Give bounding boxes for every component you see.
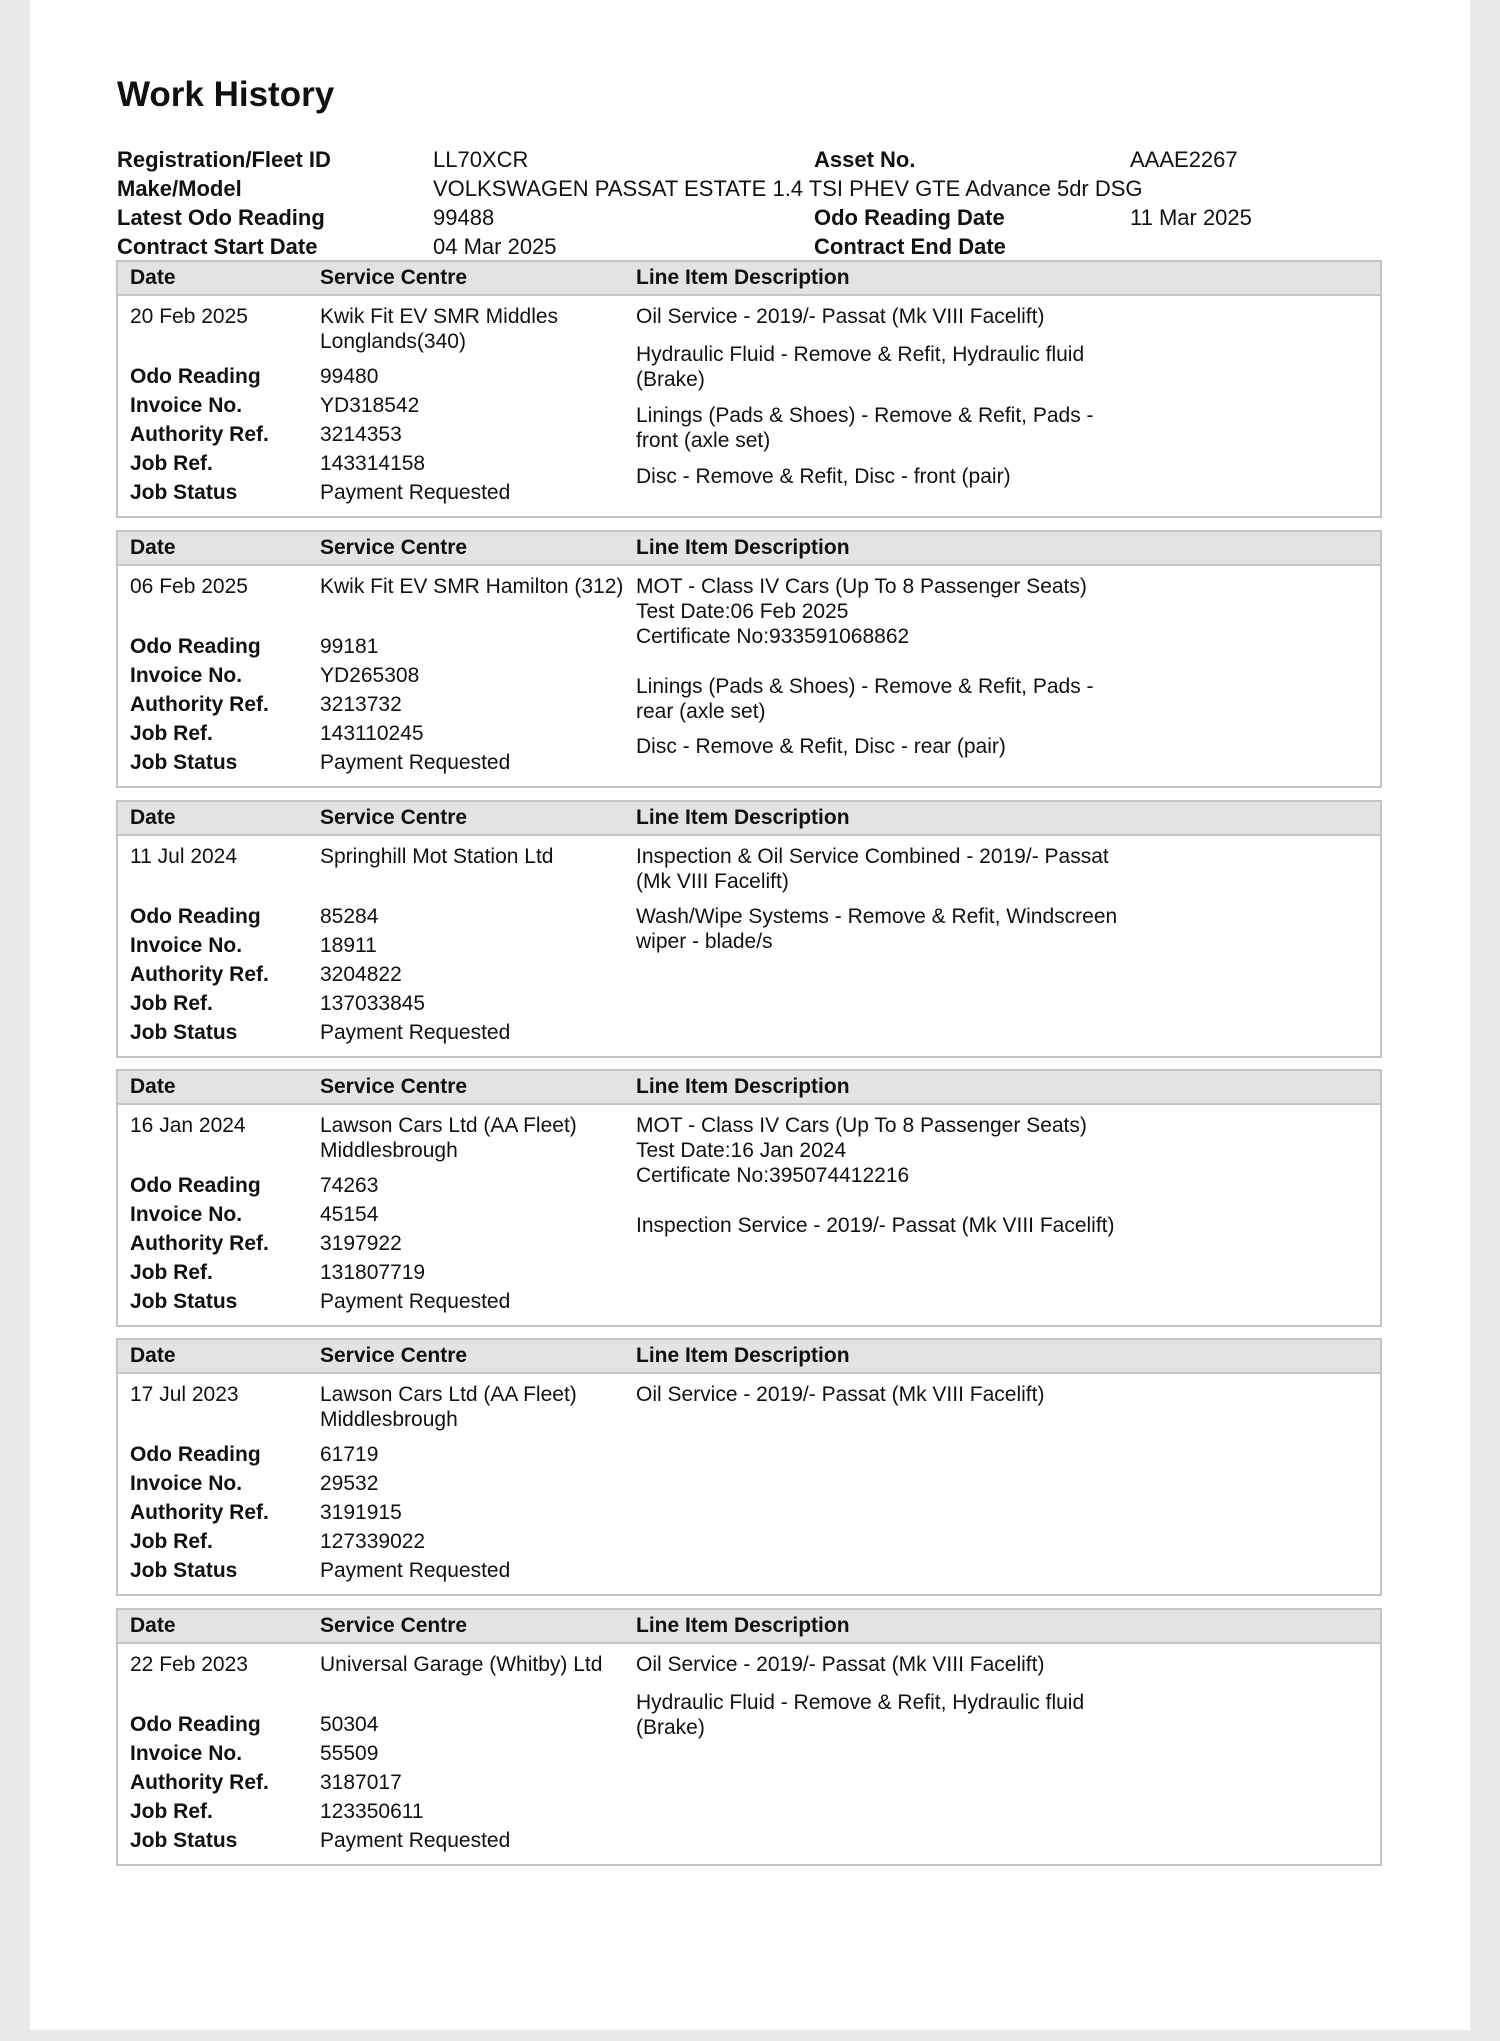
entry-date: 16 Jan 2024: [130, 1114, 246, 1137]
authority-ref-label: Authority Ref.: [130, 423, 269, 446]
date-column-header: Date: [130, 536, 176, 559]
authority-ref-label: Authority Ref.: [130, 693, 269, 716]
line-item-column-header: Line Item Description: [636, 266, 850, 289]
work-entry: [116, 260, 1382, 518]
authority-ref-value: 3204822: [320, 963, 402, 986]
contract-start-value: 04 Mar 2025: [433, 234, 557, 259]
contract-end-label: Contract End Date: [814, 234, 1006, 259]
authority-ref-label: Authority Ref.: [130, 1232, 269, 1255]
entry-header: [118, 1610, 1380, 1644]
odo-reading-value: 61719: [320, 1443, 379, 1466]
asset-label: Asset No.: [814, 147, 916, 172]
odo-reading-label: Odo Reading: [130, 1713, 261, 1736]
job-ref-label: Job Ref.: [130, 452, 213, 475]
job-status-value: Payment Requested: [320, 1021, 511, 1044]
line-item-column-header: Line Item Description: [636, 536, 850, 559]
job-ref-label: Job Ref.: [130, 1800, 213, 1823]
page-title: Work History: [117, 75, 335, 114]
line-item: Hydraulic Fluid - Remove & Refit, Hydraulic fluid (Brake): [636, 343, 1085, 391]
job-status-label: Job Status: [130, 1559, 238, 1582]
reg-label: Registration/Fleet ID: [117, 147, 331, 172]
odo-reading-value: 85284: [320, 905, 379, 928]
authority-ref-value: 3197922: [320, 1232, 402, 1255]
service-centre: Lawson Cars Ltd (AA Fleet) Middlesbrough: [320, 1383, 577, 1431]
odo-reading-label: Odo Reading: [130, 1174, 261, 1197]
job-ref-value: 143314158: [320, 452, 426, 475]
work-entry: [116, 530, 1382, 788]
date-column-header: Date: [130, 266, 176, 289]
authority-ref-value: 3214353: [320, 423, 402, 446]
line-item: Disc - Remove & Refit, Disc - rear (pair): [636, 735, 1006, 758]
line-item: Linings (Pads & Shoes) - Remove & Refit, Pads - front (axle set): [636, 404, 1094, 452]
odo-reading-value: 99480: [320, 365, 379, 388]
job-status-label: Job Status: [130, 1021, 238, 1044]
authority-ref-label: Authority Ref.: [130, 963, 269, 986]
entry-header: [118, 262, 1380, 296]
line-item: Oil Service - 2019/- Passat (Mk VIII Facelift): [636, 305, 1045, 328]
authority-ref-value: 3191915: [320, 1501, 402, 1524]
line-item-column-header: Line Item Description: [636, 1075, 850, 1098]
job-ref-label: Job Ref.: [130, 722, 213, 745]
job-ref-value: 123350611: [320, 1800, 424, 1823]
entry-header: [118, 1340, 1380, 1374]
work-entry: [116, 1338, 1382, 1596]
entry-header: [118, 532, 1380, 566]
reg-value: LL70XCR: [433, 147, 529, 172]
odo-reading-label: Odo Reading: [130, 635, 261, 658]
line-item: Inspection Service - 2019/- Passat (Mk VIII Facelift): [636, 1214, 1115, 1237]
line-item: Oil Service - 2019/- Passat (Mk VIII Facelift): [636, 1383, 1045, 1406]
document-page: [30, 0, 1470, 2030]
invoice-no-label: Invoice No.: [130, 664, 243, 687]
entry-date: 22 Feb 2023: [130, 1653, 248, 1676]
job-status-label: Job Status: [130, 751, 238, 774]
line-item: MOT - Class IV Cars (Up To 8 Passenger Seats) Test Date:06 Feb 2025 Certificate No:933591068862: [636, 575, 1087, 648]
service-centre: Springhill Mot Station Ltd: [320, 845, 554, 868]
service-centre-column-header: Service Centre: [320, 806, 468, 829]
entry-header: [118, 802, 1380, 836]
service-centre: Universal Garage (Whitby) Ltd: [320, 1653, 603, 1676]
service-centre-column-header: Service Centre: [320, 536, 468, 559]
odo-reading-value: 74263: [320, 1174, 379, 1197]
odo-reading-value: 50304: [320, 1713, 379, 1736]
invoice-no-value: 55509: [320, 1742, 379, 1765]
odo-reading-label: Odo Reading: [130, 1443, 261, 1466]
authority-ref-label: Authority Ref.: [130, 1771, 269, 1794]
service-centre-column-header: Service Centre: [320, 1344, 468, 1367]
date-column-header: Date: [130, 1344, 176, 1367]
line-item: Disc - Remove & Refit, Disc - front (pair): [636, 465, 1011, 488]
job-status-label: Job Status: [130, 1290, 238, 1313]
authority-ref-label: Authority Ref.: [130, 1501, 269, 1524]
invoice-no-label: Invoice No.: [130, 394, 243, 417]
service-centre-column-header: Service Centre: [320, 1075, 468, 1098]
job-status-value: Payment Requested: [320, 1829, 511, 1852]
job-ref-value: 143110245: [320, 722, 424, 745]
authority-ref-value: 3213732: [320, 693, 402, 716]
line-item-column-header: Line Item Description: [636, 1344, 850, 1367]
odo-reading-value: 99181: [320, 635, 379, 658]
line-item: Oil Service - 2019/- Passat (Mk VIII Facelift): [636, 1653, 1045, 1676]
line-item: Linings (Pads & Shoes) - Remove & Refit, Pads - rear (axle set): [636, 675, 1094, 723]
odo-reading-label: Odo Reading: [130, 365, 261, 388]
service-centre-column-header: Service Centre: [320, 266, 468, 289]
job-status-label: Job Status: [130, 481, 238, 504]
service-centre: Lawson Cars Ltd (AA Fleet) Middlesbrough: [320, 1114, 577, 1162]
service-centre: Kwik Fit EV SMR Hamilton (312): [320, 575, 624, 598]
line-item-column-header: Line Item Description: [636, 1614, 850, 1637]
job-ref-label: Job Ref.: [130, 992, 213, 1015]
invoice-no-label: Invoice No.: [130, 934, 243, 957]
job-status-value: Payment Requested: [320, 751, 511, 774]
odo-label: Latest Odo Reading: [117, 205, 325, 230]
authority-ref-value: 3187017: [320, 1771, 402, 1794]
entry-date: 11 Jul 2024: [130, 845, 238, 868]
line-item: Wash/Wipe Systems - Remove & Refit, Windscreen wiper - blade/s: [636, 905, 1118, 953]
line-item: MOT - Class IV Cars (Up To 8 Passenger Seats) Test Date:16 Jan 2024 Certificate No:395074412216: [636, 1114, 1087, 1187]
job-ref-label: Job Ref.: [130, 1261, 213, 1284]
date-column-header: Date: [130, 806, 176, 829]
contract-start-label: Contract Start Date: [117, 234, 318, 259]
work-entry: [116, 1069, 1382, 1327]
make-label: Make/Model: [117, 176, 242, 201]
vehicle-header: [117, 145, 1317, 261]
line-item: Hydraulic Fluid - Remove & Refit, Hydraulic fluid (Brake): [636, 1691, 1085, 1739]
invoice-no-label: Invoice No.: [130, 1742, 243, 1765]
invoice-no-label: Invoice No.: [130, 1203, 243, 1226]
entry-date: 20 Feb 2025: [130, 305, 248, 328]
odo-reading-label: Odo Reading: [130, 905, 261, 928]
work-entry: [116, 800, 1382, 1058]
invoice-no-value: 45154: [320, 1203, 379, 1226]
invoice-no-value: 18911: [320, 934, 377, 957]
entry-header: [118, 1071, 1380, 1105]
job-ref-value: 127339022: [320, 1530, 426, 1553]
service-centre-column-header: Service Centre: [320, 1614, 468, 1637]
asset-value: AAAE2267: [1130, 147, 1238, 172]
date-column-header: Date: [130, 1075, 176, 1098]
line-item: Inspection & Oil Service Combined - 2019/- Passat (Mk VIII Facelift): [636, 845, 1109, 893]
line-item-column-header: Line Item Description: [636, 806, 850, 829]
entry-date: 06 Feb 2025: [130, 575, 248, 598]
entry-date: 17 Jul 2023: [130, 1383, 239, 1406]
job-ref-value: 137033845: [320, 992, 426, 1015]
job-status-value: Payment Requested: [320, 1290, 511, 1313]
invoice-no-value: YD318542: [320, 394, 420, 417]
work-entry: [116, 1608, 1382, 1866]
make-value: VOLKSWAGEN PASSAT ESTATE 1.4 TSI PHEV GTE Advance 5dr DSG: [433, 176, 1143, 201]
invoice-no-value: YD265308: [320, 664, 420, 687]
date-column-header: Date: [130, 1614, 176, 1637]
odo-value: 99488: [433, 205, 495, 230]
job-status-label: Job Status: [130, 1829, 238, 1852]
job-status-value: Payment Requested: [320, 481, 511, 504]
invoice-no-value: 29532: [320, 1472, 379, 1495]
service-centre: Kwik Fit EV SMR Middles Longlands(340): [320, 305, 559, 353]
invoice-no-label: Invoice No.: [130, 1472, 243, 1495]
odo-date-label: Odo Reading Date: [814, 205, 1005, 230]
odo-date-value: 11 Mar 2025: [1130, 205, 1252, 230]
job-ref-label: Job Ref.: [130, 1530, 213, 1553]
job-status-value: Payment Requested: [320, 1559, 511, 1582]
job-ref-value: 131807719: [320, 1261, 426, 1284]
